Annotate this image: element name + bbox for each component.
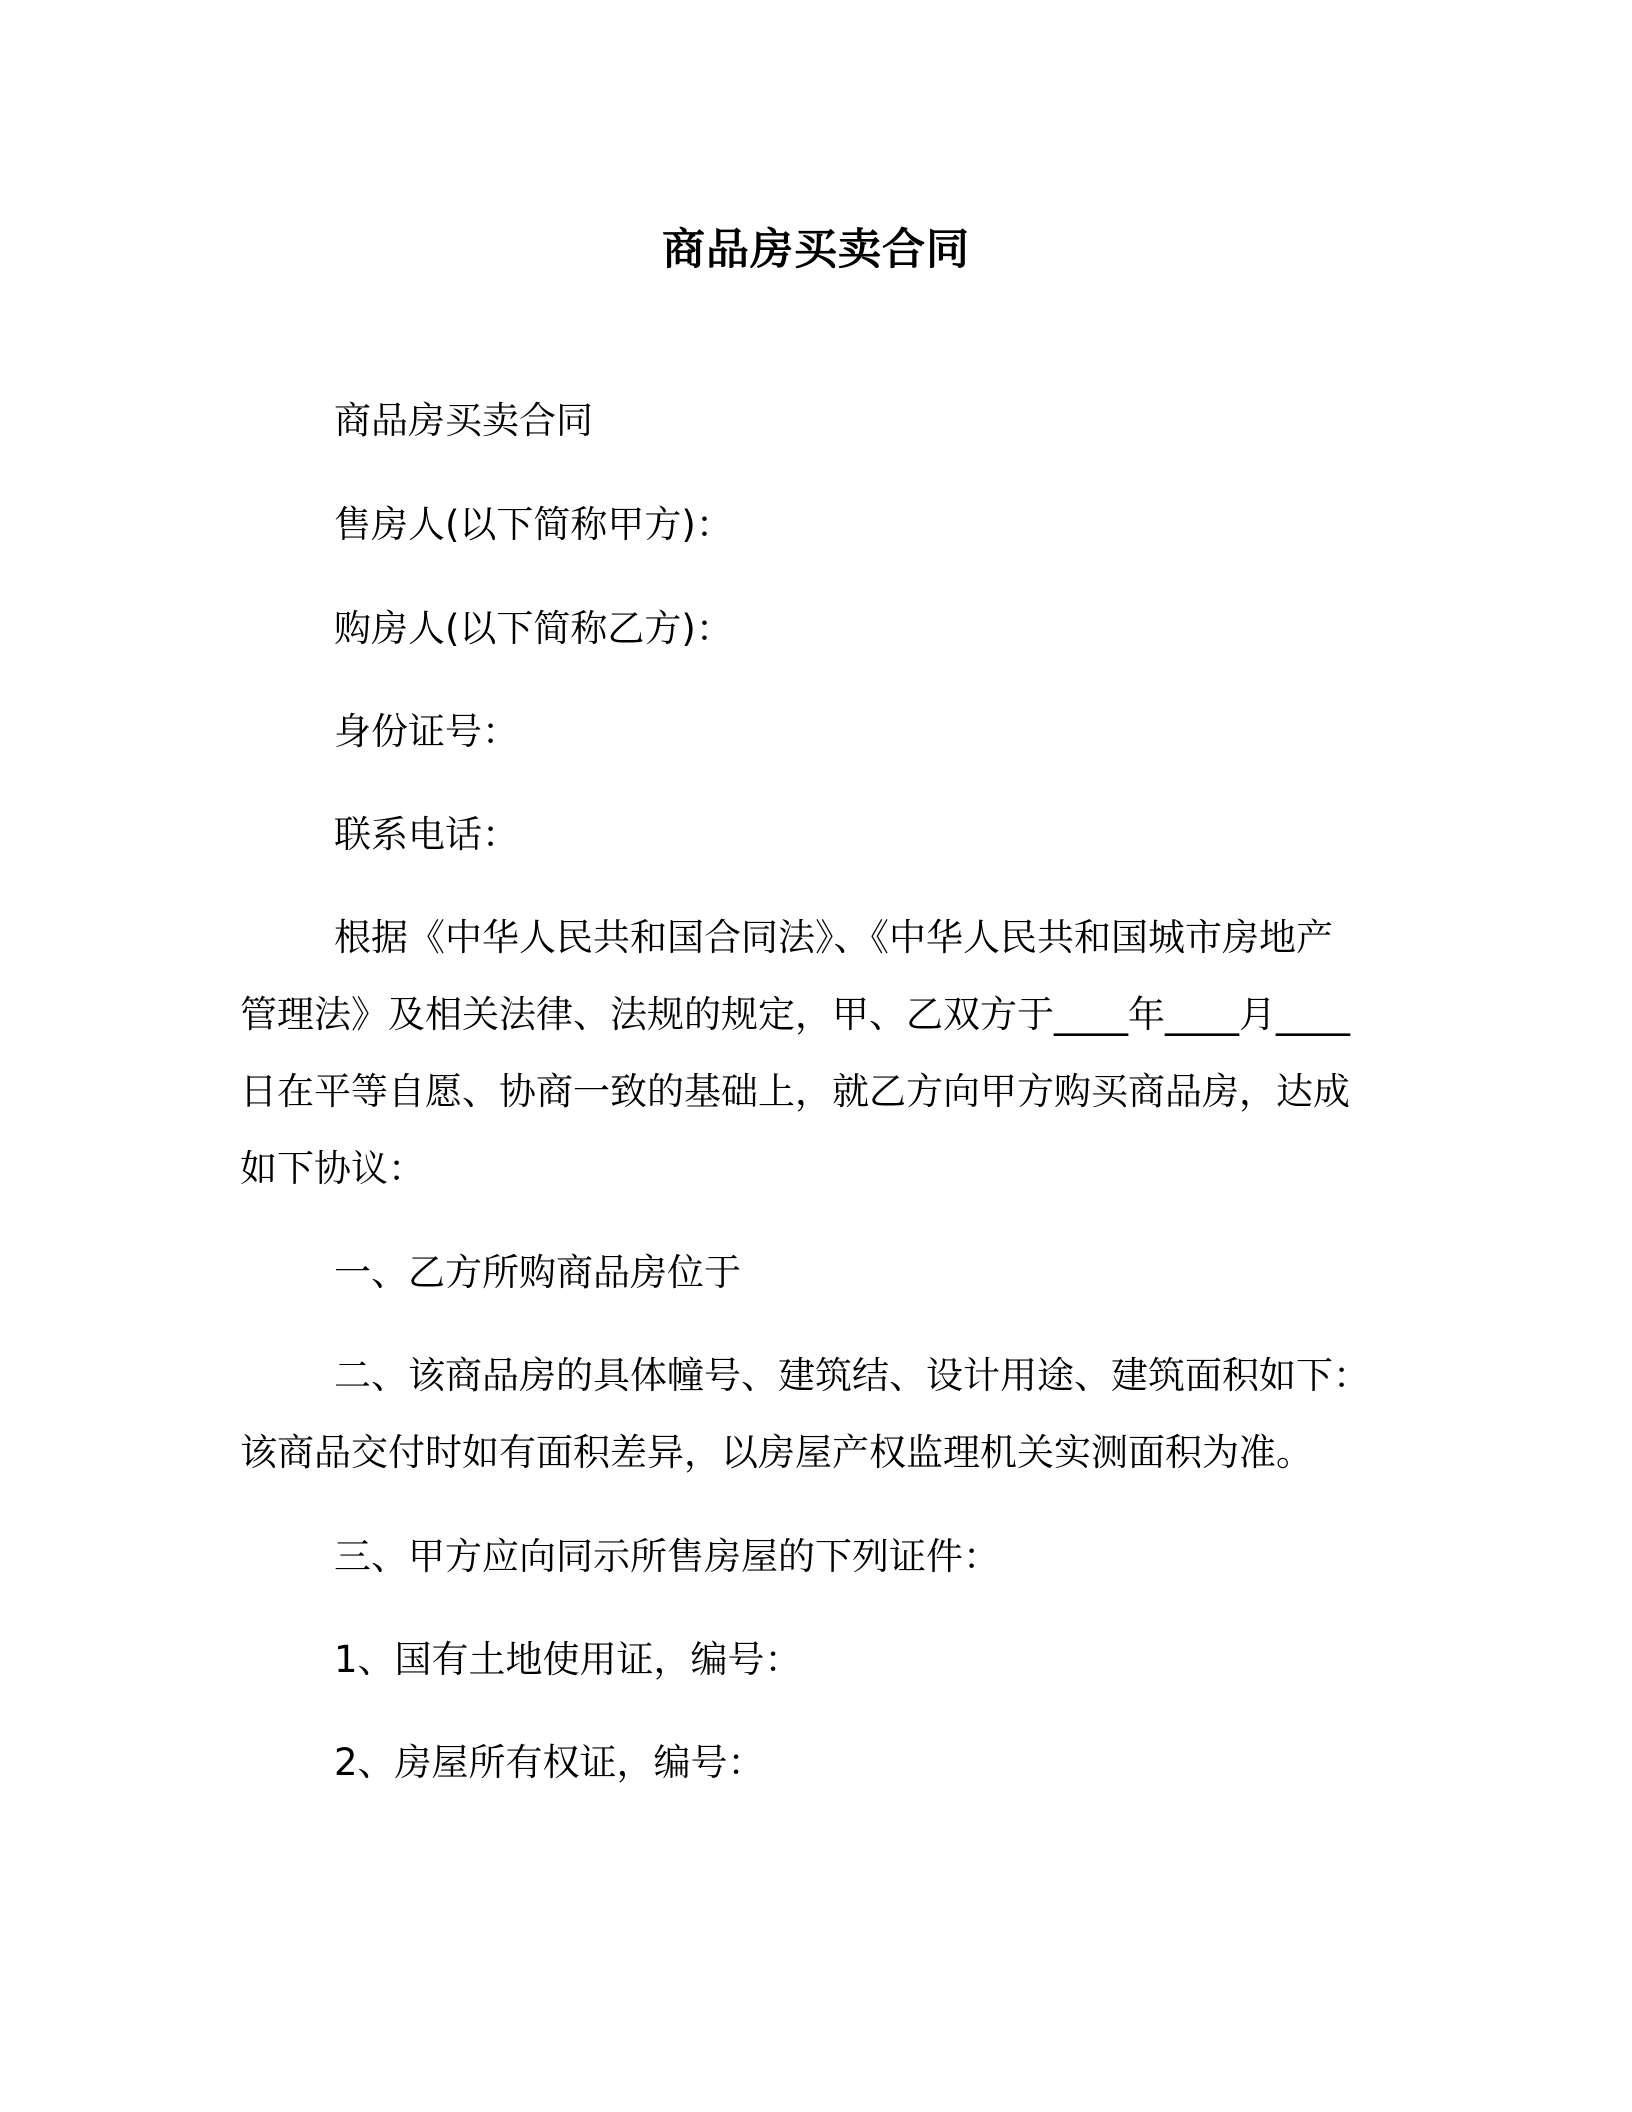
preamble-line: 日在平等自愿、协商一致的基础上，就乙方向甲方购买商品房，达成 xyxy=(240,1070,1350,1113)
preamble-line: 根据《中华人民共和国合同法》、《中华人民共和国城市房地产 xyxy=(334,916,1333,959)
clause-3: 三、甲方应向同示所售房屋的下列证件： xyxy=(334,1535,1000,1578)
clause-2-line: 二、该商品房的具体幢号、建筑结、设计用途、建筑面积如下： xyxy=(334,1354,1370,1397)
clause-1: 一、乙方所购商品房位于 xyxy=(334,1251,741,1294)
preamble-line: 如下协议： xyxy=(240,1147,425,1190)
certificate-item: 2、房屋所有权证，编号： xyxy=(334,1741,765,1784)
preamble-paragraph xyxy=(240,913,1390,1221)
id-number-line: 身份证号： xyxy=(334,710,519,753)
clause-2-paragraph xyxy=(240,1351,1390,1505)
seller-line: 售房人(以下简称甲方)： xyxy=(334,503,733,546)
certificate-item: 1、国有土地使用证，编号： xyxy=(334,1638,802,1681)
document-title: 商品房买卖合同 xyxy=(662,225,970,275)
contract-heading: 商品房买卖合同 xyxy=(334,399,593,442)
phone-line: 联系电话： xyxy=(334,813,519,856)
preamble-line: 管理法》及相关法律、法规的规定，甲、乙双方于____年____月____ xyxy=(240,993,1350,1036)
clause-2-line: 该商品交付时如有面积差异，以房屋产权监理机关实测面积为准。 xyxy=(240,1431,1313,1474)
buyer-line: 购房人(以下简称乙方)： xyxy=(334,607,733,650)
